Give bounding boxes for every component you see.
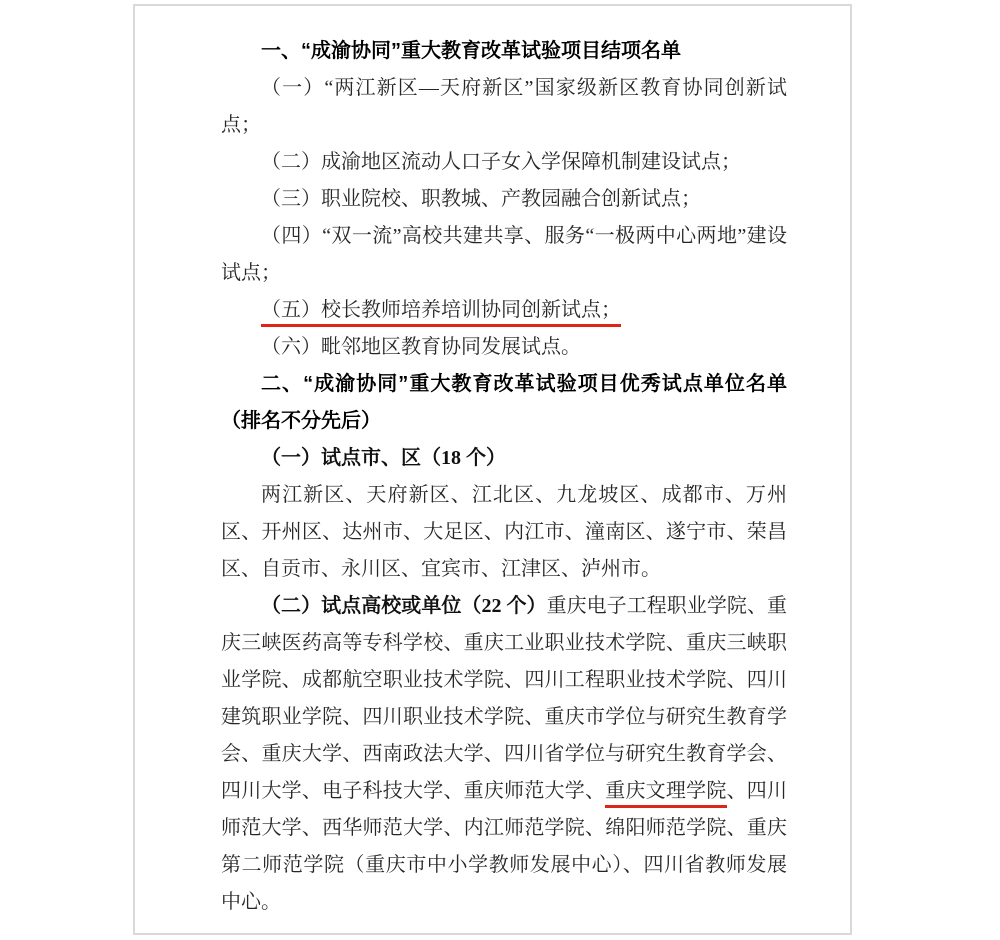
pilot-regions-heading xyxy=(221,440,787,477)
section-1-item-4 xyxy=(221,218,787,292)
section-1-item-3 xyxy=(221,181,787,218)
pilot-units-heading: （二）试点高校或单位（22 个） xyxy=(261,595,547,617)
pilot-regions-heading-text: （一）试点市、区（18 个） xyxy=(261,447,506,469)
pilot-units-paragraph xyxy=(221,588,787,921)
red-underlined-text: （五）校长教师培养培训协同创新试点； xyxy=(261,299,621,327)
section-2-heading-text: 二、“成渝协同”重大教育改革试验项目优秀试点单位名单（排名不分先后） xyxy=(221,373,787,432)
section-1-item-2-text: （二）成渝地区流动人口子女入学保障机制建设试点； xyxy=(261,151,741,173)
pilot-regions-list-text: 两江新区、天府新区、江北区、九龙坡区、成都市、万州区、开州区、达州市、大足区、内江市、潼南区、遂宁市、荣昌区、自贡市、永川区、宜宾市、江津区、泸州市。 xyxy=(221,484,787,580)
section-1-item-1-text: （一）“两江新区—天府新区”国家级新区教育协同创新试点； xyxy=(221,77,787,136)
section-1-item-6-text: （六）毗邻地区教育协同发展试点。 xyxy=(261,336,581,358)
red-underlined-text: 重庆文理学院 xyxy=(605,780,726,808)
document-content xyxy=(135,6,850,921)
pilot-regions-list xyxy=(221,477,787,588)
pilot-units-list-part-2: 、四川师范大学、西华师范大学、内江师范学院、绵阳师范学院、重庆第二师范学院（重庆市中小学教师发展中心）、四川省教师发展中心。 xyxy=(221,780,788,913)
section-1-item-1 xyxy=(221,70,787,144)
pilot-units-list-part-1: 重庆电子工程职业学院、重庆三峡医药高等专科学校、重庆工业职业技术学院、重庆三峡职业学院、成都航空职业技术学院、四川工程职业技术学院、四川建筑职业学院、四川职业技术学院、重庆市学位与研究生教育学会、重庆大学、西南政法大学、四川省学位与研究生教育学会、四川大学、电子科技大学、重庆师范大学、 xyxy=(221,595,788,802)
section-2-heading xyxy=(221,366,787,440)
section-1-item-4-text: （四）“双一流”高校共建共享、服务“一极两中心两地”建设试点； xyxy=(221,225,787,284)
section-1-item-6 xyxy=(221,329,787,366)
section-1-item-3-text: （三）职业院校、职教城、产教园融合创新试点； xyxy=(261,188,701,210)
document-page xyxy=(133,4,852,935)
section-1-item-5 xyxy=(221,292,787,329)
section-1-heading xyxy=(221,33,787,70)
section-1-item-2 xyxy=(221,144,787,181)
section-1-heading-text: 一、“成渝协同”重大教育改革试验项目结项名单 xyxy=(261,40,681,62)
